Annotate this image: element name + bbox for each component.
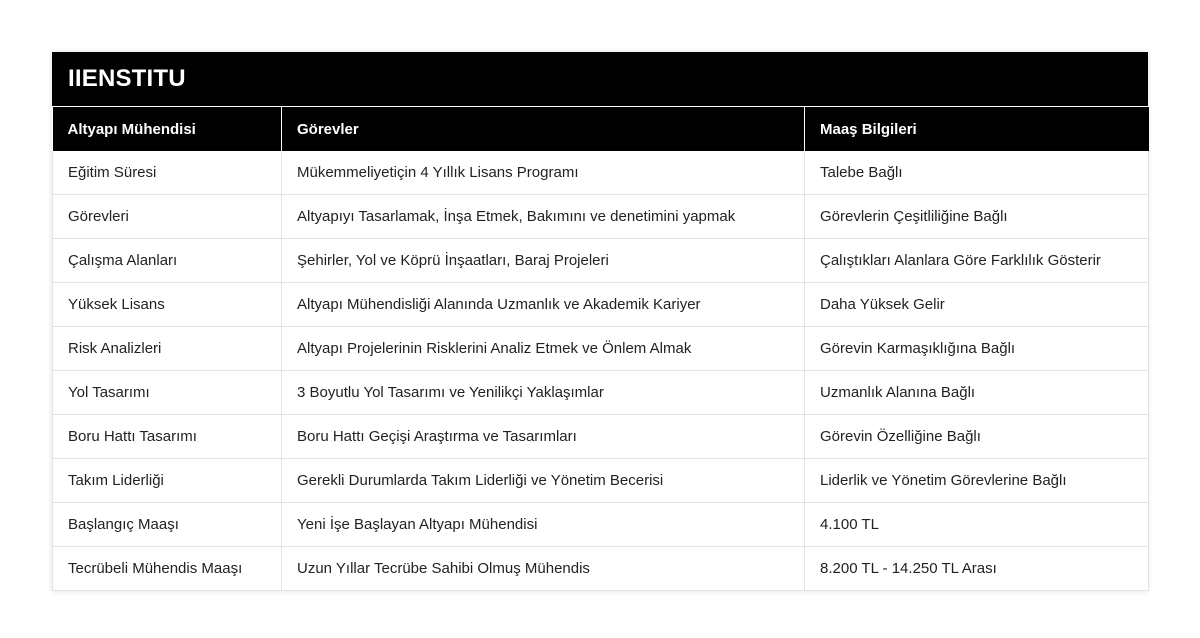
table-cell: Eğitim Süresi (53, 151, 282, 195)
table-cell: 4.100 TL (805, 503, 1149, 547)
table-cell: Risk Analizleri (53, 327, 282, 371)
table-cell: Gerekli Durumlarda Takım Liderliği ve Yönetim Becerisi (282, 459, 805, 503)
table-cell: Başlangıç Maaşı (53, 503, 282, 547)
data-table (52, 106, 1149, 591)
table-cell: Görevleri (53, 195, 282, 239)
table-cell: Görevin Özelliğine Bağlı (805, 415, 1149, 459)
table-row (53, 503, 1149, 547)
table-cell: Mükemmeliyetiçin 4 Yıllık Lisans Programı (282, 151, 805, 195)
table-cell: Çalışma Alanları (53, 239, 282, 283)
column-header: Görevler (282, 107, 805, 152)
table-header-row (53, 107, 1149, 152)
table-cell: Yüksek Lisans (53, 283, 282, 327)
table-row (53, 547, 1149, 591)
table-cell: Görevin Karmaşıklığına Bağlı (805, 327, 1149, 371)
column-header: Altyapı Mühendisi (53, 107, 282, 152)
table-row (53, 415, 1149, 459)
table-cell: 3 Boyutlu Yol Tasarımı ve Yenilikçi Yaklaşımlar (282, 371, 805, 415)
table-row (53, 371, 1149, 415)
table-cell: Yol Tasarımı (53, 371, 282, 415)
table-cell: Takım Liderliği (53, 459, 282, 503)
table-cell: Çalıştıkları Alanlara Göre Farklılık Gösterir (805, 239, 1149, 283)
table-row (53, 283, 1149, 327)
brand-header (52, 52, 1148, 106)
table-cell: Şehirler, Yol ve Köprü İnşaatları, Baraj Projeleri (282, 239, 805, 283)
table-cell: Boru Hattı Geçişi Araştırma ve Tasarımları (282, 415, 805, 459)
brand-title: IIENSTITU (68, 65, 186, 92)
table-row (53, 239, 1149, 283)
table-card (52, 52, 1148, 591)
column-header: Maaş Bilgileri (805, 107, 1149, 152)
table-cell: Talebe Bağlı (805, 151, 1149, 195)
table-cell: Altyapı Mühendisliği Alanında Uzmanlık ve Akademik Kariyer (282, 283, 805, 327)
table-row (53, 151, 1149, 195)
table-cell: Altyapıyı Tasarlamak, İnşa Etmek, Bakımını ve denetimini yapmak (282, 195, 805, 239)
table-cell: Daha Yüksek Gelir (805, 283, 1149, 327)
table-cell: Liderlik ve Yönetim Görevlerine Bağlı (805, 459, 1149, 503)
table-row (53, 459, 1149, 503)
table-cell: Uzmanlık Alanına Bağlı (805, 371, 1149, 415)
table-cell: Boru Hattı Tasarımı (53, 415, 282, 459)
table-cell: Görevlerin Çeşitliliğine Bağlı (805, 195, 1149, 239)
table-cell: Tecrübeli Mühendis Maaşı (53, 547, 282, 591)
table-cell: 8.200 TL - 14.250 TL Arası (805, 547, 1149, 591)
table-row (53, 327, 1149, 371)
table-cell: Yeni İşe Başlayan Altyapı Mühendisi (282, 503, 805, 547)
table-cell: Altyapı Projelerinin Risklerini Analiz Etmek ve Önlem Almak (282, 327, 805, 371)
table-cell: Uzun Yıllar Tecrübe Sahibi Olmuş Mühendis (282, 547, 805, 591)
table-row (53, 195, 1149, 239)
